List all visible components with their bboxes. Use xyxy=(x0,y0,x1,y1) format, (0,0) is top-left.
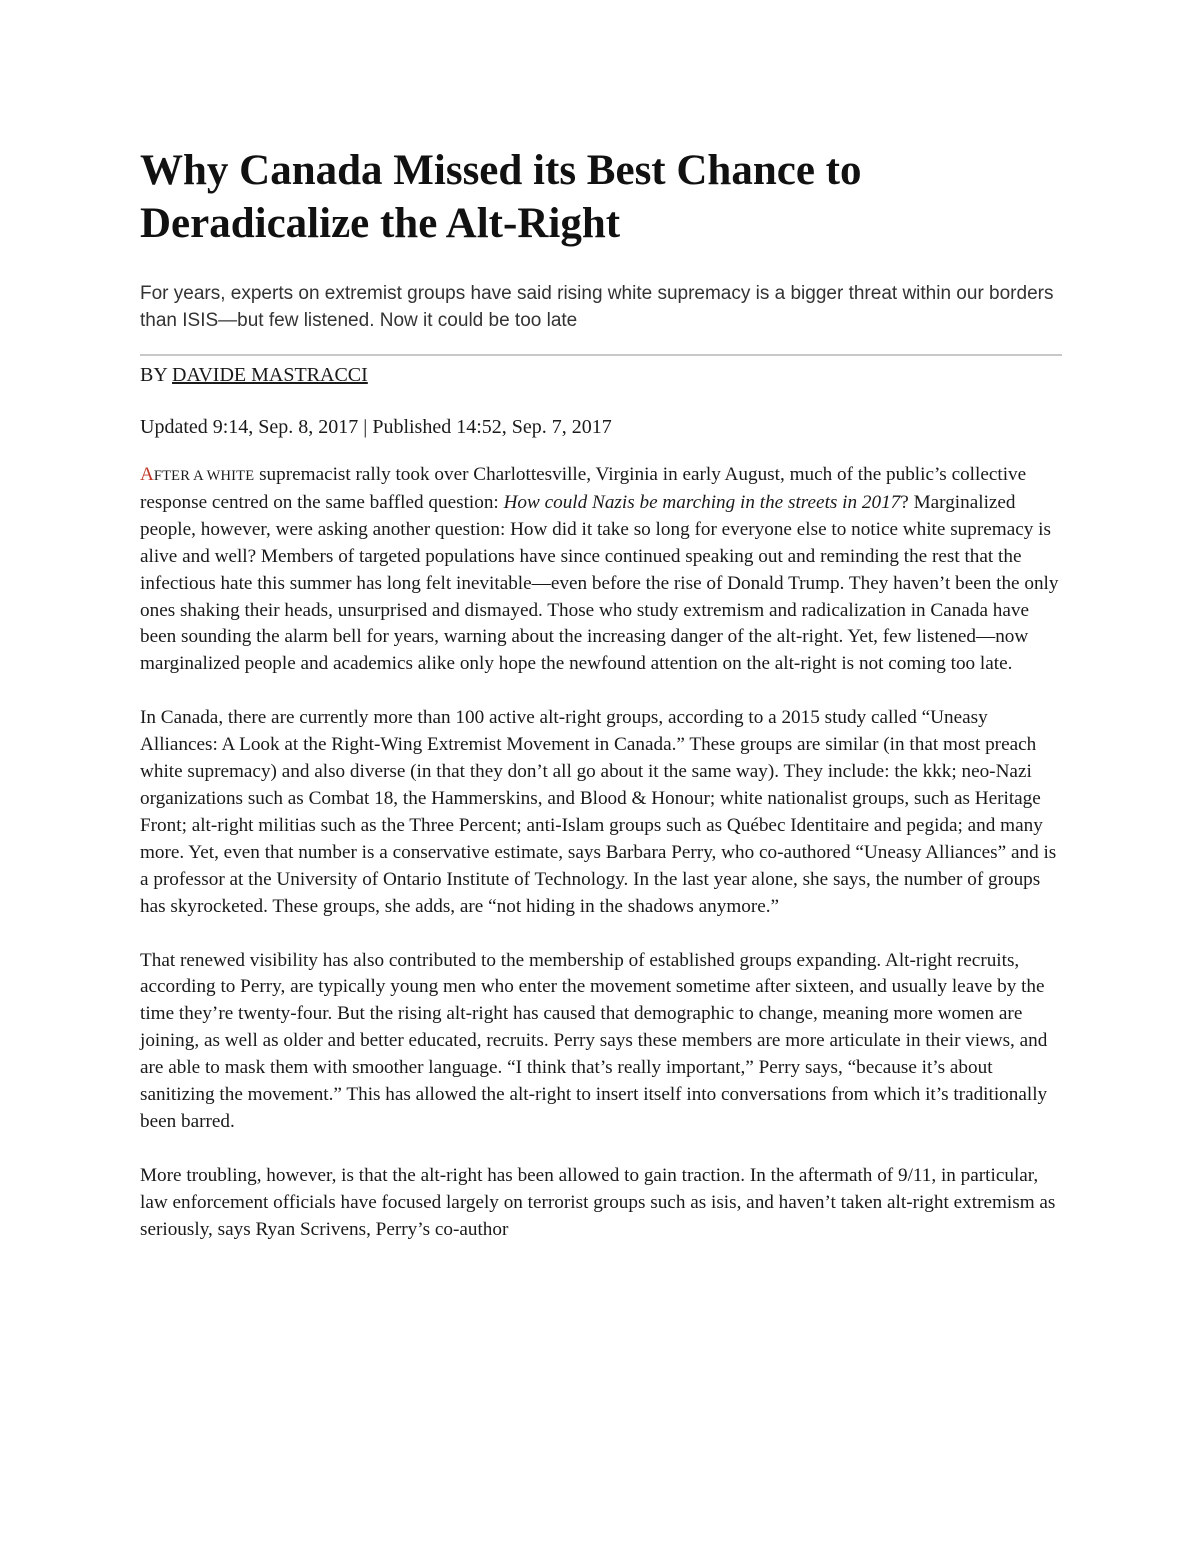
byline-prefix: BY xyxy=(140,364,173,386)
paragraph-1-italic: How could Nazis be marching in the streets in 2017 xyxy=(503,491,901,513)
lead-smallcaps: FTER A WHITE xyxy=(153,468,255,484)
article xyxy=(140,140,1065,1244)
paragraph-1-text-b: ? Marginalized people, however, were asking another question: How did it take so long for everyone else to notice white supremacy is alive and well? Members of targeted populations have since continued speaking out and reminding the rest that the infectious hate this summer has long felt inevitable—even before the rise of Donald Trump. They haven’t been the only ones shaking their heads, unsurprised and dismayed. Those who study extremism and radicalization in Canada have been sounding the alarm bell for years, warning about the increasing danger of the alt-right. Yet, few listened—now marginalized people and academics alike only hope the newfound attention on the alt-right is not coming too late. xyxy=(140,491,1059,675)
article-headline: Why Canada Missed its Best Chance to Deradicalize the Alt-Right xyxy=(140,147,862,247)
paragraph-1-text-a: supremacist rally took over Charlottesville, Virginia in early August, much of the public’s collective response centred on the same baffled question: xyxy=(140,464,1027,513)
paragraph-4: More troubling, however, is that the alt-right has been allowed to gain traction. In the aftermath of 9/11, in particular, law enforcement officials have focused largely on terrorist groups such as isis, and haven’t taken alt-right extremism as seriously, says Ryan Scrivens, Perry’s co-author xyxy=(140,1164,1056,1240)
author-link[interactable]: DAVIDE MASTRACCI xyxy=(172,364,368,386)
article-dek: For years, experts on extremist groups have said rising white supremacy is a bigger threat within our borders than ISIS—but few listened. Now it could be too late xyxy=(140,283,1054,331)
paragraph-2: In Canada, there are currently more than 100 active alt-right groups, according to a 2015 study called “Uneasy Alliances: A Look at the Right-Wing Extremist Movement in Canada.” These groups are similar (in that most preach white supremacy) and also diverse (in that they don’t all go about it the same way). They include: the kkk; neo-Nazi organizations such as Combat 18, the Hammerskins, and Blood & Honour; white nationalist groups, such as Heritage Front; alt-right militias such as the Three Percent; anti-Islam groups such as Québec Identitaire and pegida; and many more. Yet, even that number is a conservative estimate, says Barbara Perry, who co-authored “Uneasy Alliances” and is a professor at the University of Ontario Institute of Technology. In the last year alone, she says, the number of groups has skyrocketed. These groups, she adds, are “not hiding in the shadows anymore.” xyxy=(140,707,1057,917)
paragraph-3: That renewed visibility has also contributed to the membership of established groups expanding. Alt-right recruits, according to Perry, are typically young men who enter the movement sometime after sixteen, and usually leave by the time they’re twenty-four. But the rising alt-right has caused that demographic to change, meaning more women are joining, as well as older and better educated, recruits. Perry says these members are more articulate in their views, and are able to mask them with smoother language. “I think that’s really important,” Perry says, “because it’s about sanitizing the movement.” This has allowed the alt-right to insert itself into conversations from which it’s traditionally been barred. xyxy=(140,949,1048,1132)
divider xyxy=(140,354,1062,356)
publish-dates: Updated 9:14, Sep. 8, 2017 | Published 14:52, Sep. 7, 2017 xyxy=(140,416,612,438)
byline xyxy=(140,362,1065,388)
paragraph-1 xyxy=(140,462,1065,678)
drop-cap: A xyxy=(140,464,154,485)
